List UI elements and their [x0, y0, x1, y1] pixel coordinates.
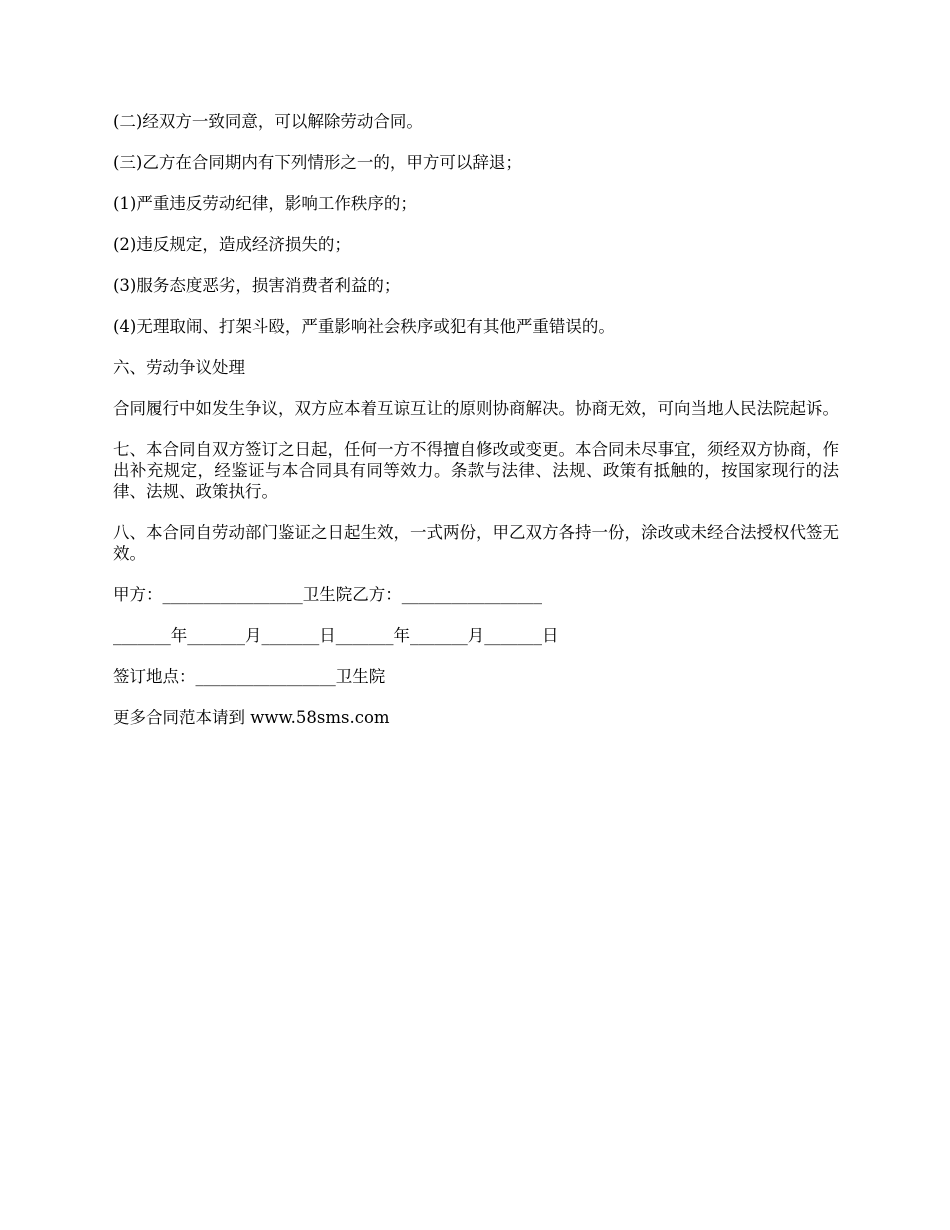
- clause-dismissal-conditions: (三)乙方在合同期内有下列情形之一的，甲方可以辞退；: [113, 153, 522, 172]
- condition-item-4: (4)无理取闹、打架斗殴，严重影响社会秩序或犯有其他严重错误的。: [113, 317, 615, 336]
- section-heading-dispute: 六、劳动争议处理: [113, 358, 245, 377]
- footer-more-templates: 更多合同范本请到 www.58sms.com: [113, 708, 390, 727]
- condition-item-2: (2)违反规定，造成经济损失的；: [113, 235, 351, 254]
- signature-dates-line: _______年_______月_______日_______年_______月_______日: [113, 626, 559, 645]
- signature-parties-line: 甲方：_________________卫生院乙方：_________________: [113, 585, 542, 604]
- condition-item-1: (1)严重违反劳动纪律，影响工作秩序的；: [113, 194, 417, 213]
- signing-location-line: 签订地点：_________________卫生院: [113, 667, 386, 686]
- clause-amendment: 七、本合同自双方签订之日起，任何一方不得擅自修改或变更。本合同未尽事宜，须经双方协商，作出补充规定，经鉴证与本合同具有同等效力。条款与法律、法规、政策有抵触的，按国家现行的法律、法规、政策执行。: [113, 440, 839, 501]
- condition-item-3: (3)服务态度恶劣，损害消费者利益的；: [113, 276, 401, 295]
- document-body: [113, 111, 839, 728]
- clause-termination-mutual: (二)经双方一致同意，可以解除劳动合同。: [113, 112, 423, 131]
- clause-effectiveness: 八、本合同自劳动部门鉴证之日起生效，一式两份，甲乙双方各持一份，涂改或未经合法授权代签无效。: [113, 523, 839, 563]
- clause-dispute-resolution: 合同履行中如发生争议，双方应本着互谅互让的原则协商解决。协商无效，可向当地人民法院起诉。: [113, 399, 839, 418]
